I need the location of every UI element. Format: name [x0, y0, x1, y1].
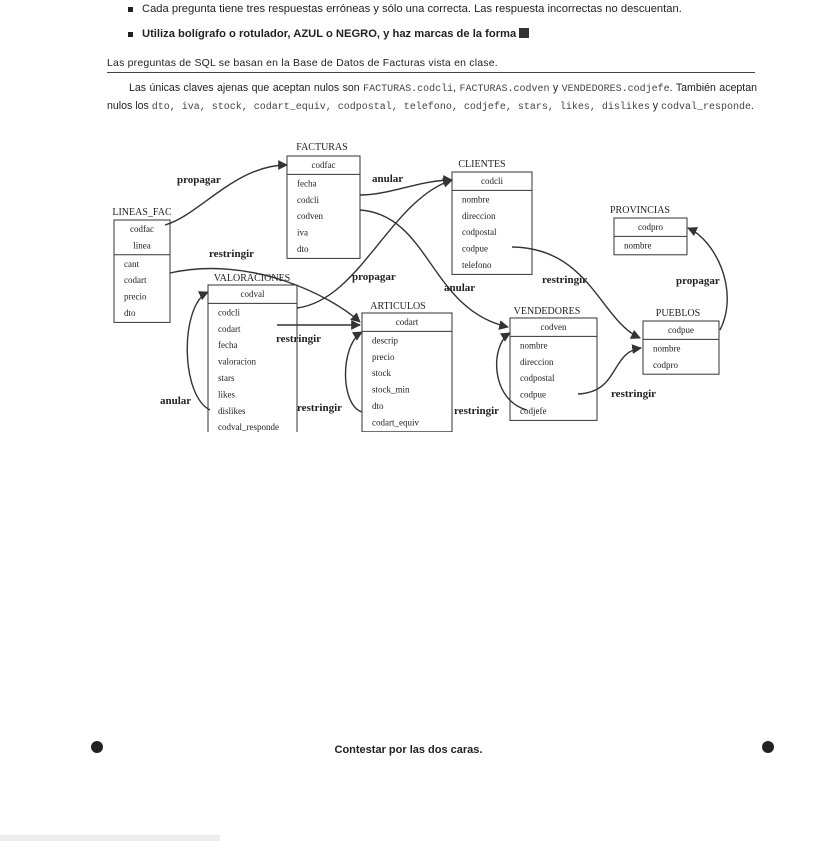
table-key-column: codfac — [311, 160, 336, 170]
label-propagar-lineas: propagar — [177, 174, 221, 186]
table-column: precio — [124, 291, 147, 302]
table-clientes — [452, 159, 532, 274]
table-column: codart_equiv — [372, 417, 419, 428]
table-column: nombre — [520, 340, 548, 351]
registration-mark-right — [762, 741, 774, 753]
nullable-columns: dto, iva, stock, codart_equiv, codpostal, telefono, codjefe, stars, likes, dislikes — [151, 102, 650, 113]
nullable-last: codval_responde — [661, 102, 752, 113]
table-column: dto — [297, 244, 309, 254]
table-column: codcli — [218, 307, 240, 318]
table-title-lineas_fac: LINEAS_FAC — [112, 207, 172, 218]
table-column: valoracion — [218, 356, 256, 367]
table-pueblos — [643, 308, 719, 374]
filled-square-icon — [519, 28, 529, 38]
instruction-answers: Cada pregunta tiene tres respuestas erróneas y sólo una correcta. Las respuesta incorrectas no descuentan. — [126, 2, 766, 17]
table-column: direccion — [462, 210, 496, 221]
intro-sep-2: y — [549, 82, 562, 94]
label-anular-valoraciones-self: anular — [160, 395, 192, 407]
page-edge — [0, 835, 220, 841]
intro-text-2: . También aceptan nulos los — [107, 82, 758, 112]
table-column: stock — [372, 368, 391, 379]
table-title-vendedores: VENDEDORES — [513, 306, 581, 317]
label-restringir-pueblos-vendedores: restringir — [611, 388, 657, 400]
table-column: codart — [218, 323, 241, 334]
table-column: iva — [297, 227, 308, 238]
fk-vendedores-codjefe: VENDEDORES.codjefe — [561, 84, 670, 95]
table-column: likes — [218, 389, 235, 400]
label-restringir-articulos: restringir — [209, 248, 255, 260]
table-title-provincias: PROVINCIAS — [609, 205, 671, 216]
table-column: cant — [124, 258, 139, 269]
table-column: nombre — [462, 194, 490, 205]
table-title-facturas: FACTURAS — [296, 142, 348, 153]
table-key-column: codval — [240, 289, 265, 299]
table-column: codval_responde — [218, 422, 279, 432]
instruction-pen-text: Utiliza bolígrafo o rotulador, AZUL o NEGRO, y haz marcas de la forma — [142, 28, 517, 40]
table-key-column: codpue — [668, 325, 694, 335]
label-restringir-pueblos-clientes: restringir — [542, 274, 588, 286]
intro-text-1: Las únicas claves ajenas que aceptan nulos son — [129, 82, 364, 94]
table-key-column: codven — [540, 322, 567, 332]
table-column: nombre — [624, 240, 652, 251]
table-column: dto — [124, 308, 136, 318]
label-propagar-provincias: propagar — [676, 275, 720, 287]
table-key-column: codcli — [481, 176, 503, 186]
table-title-pueblos: PUEBLOS — [655, 308, 701, 319]
label-restringir-valoraciones-art: restringir — [276, 333, 322, 345]
table-column: fecha — [218, 340, 238, 351]
intro-sep-1: , — [453, 82, 460, 94]
footer-note: Contestar por las dos caras. — [334, 744, 483, 756]
table-column: codart — [124, 275, 147, 286]
table-key-column: linea — [133, 240, 151, 251]
fk-facturas-codcli: FACTURAS.codcli — [363, 84, 454, 95]
table-column: codpostal — [462, 227, 497, 238]
table-facturas — [287, 142, 360, 258]
table-key-column: codart — [395, 317, 419, 327]
fk-arrow-articulos-self — [346, 332, 363, 412]
table-column: descrip — [372, 335, 398, 346]
table-valoraciones — [208, 273, 297, 432]
table-column: codven — [297, 211, 323, 222]
table-column: nombre — [653, 343, 681, 354]
table-column: codpro — [653, 359, 678, 370]
table-column: stock_min — [372, 384, 410, 395]
intro-text-4: . — [751, 100, 755, 112]
table-column: codpostal — [520, 373, 555, 384]
table-articulos — [362, 301, 452, 432]
table-key-column: codfac — [130, 224, 154, 234]
table-column: codcli — [297, 194, 319, 205]
table-title-clientes: CLIENTES — [458, 159, 506, 170]
table-column: codpue — [462, 243, 488, 254]
database-schema-diagram — [100, 132, 740, 432]
intro-paragraph — [107, 80, 757, 116]
table-title-valoraciones: VALORACIONES — [213, 273, 291, 284]
instructions-list — [126, 2, 766, 52]
fk-arrow-valoraciones-self — [187, 292, 210, 410]
table-column: dto — [372, 401, 384, 411]
table-box-lineas_fac — [114, 220, 170, 322]
label-restringir-vendedores-self: restringir — [454, 405, 500, 417]
instruction-pen — [126, 27, 766, 42]
table-column: codjefe — [520, 406, 547, 416]
table-column: precio — [372, 351, 395, 362]
table-column: dislikes — [218, 405, 246, 416]
table-column: codpue — [520, 389, 546, 400]
table-column: telefono — [462, 260, 492, 270]
registration-mark-left — [91, 741, 103, 753]
label-anular-clientes: anular — [372, 173, 404, 185]
table-lineas_fac — [112, 207, 172, 322]
table-title-articulos: ARTICULOS — [370, 301, 426, 312]
table-column: stars — [218, 373, 235, 383]
label-anular-vendedores: anular — [444, 282, 476, 294]
table-column: fecha — [297, 178, 317, 189]
table-provincias — [610, 205, 687, 255]
table-vendedores — [510, 306, 597, 420]
label-propagar-valoraciones: propagar — [352, 271, 396, 283]
section-title: Las preguntas de SQL se basan en la Base de Datos de Facturas vista en clase. — [107, 57, 755, 73]
table-key-column: codpro — [638, 222, 663, 232]
label-restringir-articulos-self: restringir — [297, 402, 343, 414]
table-column: direccion — [520, 356, 554, 367]
fk-facturas-codven: FACTURAS.codven — [459, 84, 550, 95]
intro-text-3: y — [649, 100, 662, 112]
